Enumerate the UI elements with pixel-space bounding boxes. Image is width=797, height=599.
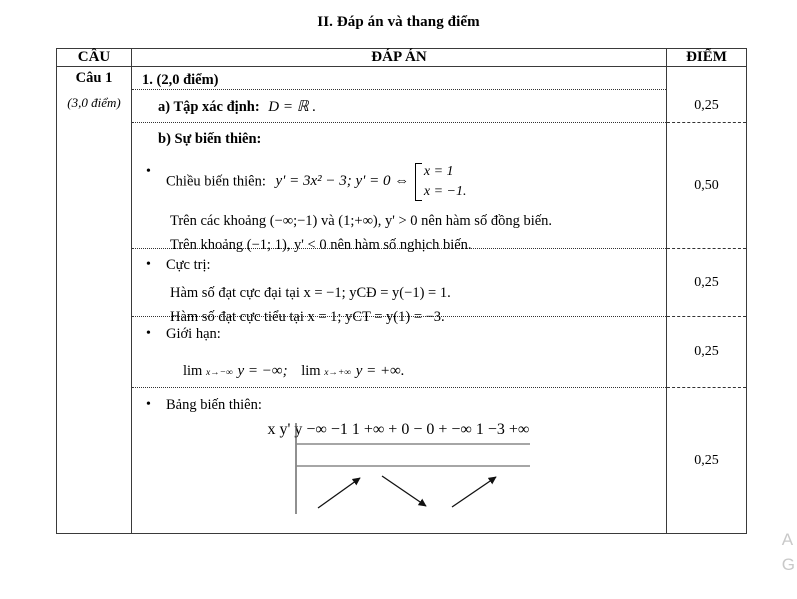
part-heading-row — [132, 67, 666, 90]
question-name: Câu 1 — [75, 70, 113, 86]
line-cuc-tieu: Hàm số đạt cực tiểu tại x = 1; yCT = y(1) = −3. — [170, 308, 445, 325]
heading-su-bien-thien: b) Sự biến thiên: — [158, 131, 262, 147]
variation-table-svg — [268, 421, 533, 516]
score-cuc-tri: 0,25 — [667, 249, 746, 317]
section-gioi-han — [132, 317, 666, 388]
label-gioi-han: Giới hạn: — [166, 326, 221, 342]
line-decreasing: Trên khoảng (−1; 1), y' < 0 nên hàm số nghịch biến. — [170, 237, 472, 254]
section-bang-bien-thien — [132, 388, 666, 533]
header-cau: CÂU — [57, 49, 132, 67]
bullet-cuc-tri — [142, 255, 658, 277]
score-bang-bien-thien: 0,25 — [694, 452, 719, 468]
table-row — [57, 67, 747, 534]
label-chieu-bien-thien: Chiều biến thiên: — [166, 173, 266, 190]
vt-y-value-0: −∞ — [451, 420, 472, 438]
vt-yprime-zero-1: 0 — [426, 420, 435, 438]
vt-x-value-2: 1 — [351, 420, 360, 438]
label-tap-xac-dinh: a) Tập xác định: — [158, 99, 260, 115]
formula-domain: D = ℝ . — [268, 99, 317, 115]
limit-right-op: lim — [301, 362, 321, 379]
watermark-line-2: G — [781, 554, 795, 574]
limit-right-value: y = +∞. — [355, 362, 405, 379]
watermark-line-1: A — [781, 530, 794, 549]
case-root-2: x = −1. — [423, 184, 467, 200]
vt-row-label-y: y — [294, 420, 303, 438]
cases-bracket — [415, 162, 467, 203]
label-bang-bien-thien: Bảng biến thiên: — [166, 397, 262, 413]
limit-left-sub: x→−∞ — [205, 367, 233, 378]
watermark — [782, 528, 795, 577]
vt-x-value-3: +∞ — [363, 420, 385, 438]
score-cell — [667, 67, 747, 534]
question-points: (3,0 điểm) — [67, 95, 121, 111]
limit-left-value: y = −∞; — [237, 362, 288, 379]
limit-left-op: lim — [183, 362, 203, 379]
vt-x-value-1: −1 — [330, 420, 348, 438]
score-gioi-han: 0,25 — [667, 317, 746, 388]
header-dapan: ĐÁP ÁN — [132, 49, 667, 67]
limit-right — [301, 361, 351, 383]
section-tap-xac-dinh — [132, 90, 666, 123]
vt-y-value-1: 1 — [475, 420, 484, 438]
bullet-bang-bien-thien — [142, 395, 658, 417]
label-cuc-tri: Cực trị: — [166, 257, 211, 273]
bullet-chieu-bien-thien — [142, 162, 658, 203]
line-limits — [142, 360, 658, 383]
score-su-bien-thien: 0,50 — [667, 123, 746, 249]
variation-table — [268, 421, 533, 516]
line-increasing: Trên các khoảng (−∞;−1) và (1;+∞), y' > 0 nên hàm số đồng biến. — [170, 213, 553, 230]
question-cell — [57, 67, 132, 534]
vt-row-label-yprime: y' — [279, 420, 291, 438]
vt-yprime-sign-2: + — [438, 420, 448, 438]
limit-right-sub: x→+∞ — [324, 367, 352, 378]
formula-derivative: y' = 3x² − 3; y' = 0 ⇔ — [275, 173, 410, 190]
case-root-1: x = 1 — [423, 163, 454, 179]
vt-row-label-x: x — [267, 420, 276, 438]
vt-x-value-0: −∞ — [306, 420, 327, 438]
score-spacer — [667, 67, 746, 90]
vt-y-value-3: +∞ — [508, 420, 530, 438]
limit-left — [183, 361, 233, 383]
bullet-gioi-han — [142, 324, 658, 346]
header-diem: ĐIỂM — [667, 49, 747, 67]
vt-yprime-sign-1: − — [413, 420, 423, 438]
table-header-row — [57, 49, 747, 67]
vt-yprime-zero-0: 0 — [401, 420, 410, 438]
vt-yprime-sign-0: + — [388, 420, 398, 438]
section-cuc-tri — [132, 249, 666, 325]
line-cuc-dai: Hàm số đạt cực đại tại x = −1; yCĐ = y(−1) = 1. — [170, 284, 451, 301]
page-title: II. Đáp án và thang điểm — [317, 14, 480, 30]
answer-content-cell — [132, 67, 667, 534]
section-su-bien-thien — [132, 123, 666, 254]
answer-key-table — [56, 48, 747, 534]
part-heading: 1. (2,0 điểm) — [142, 72, 219, 88]
vt-y-value-2: −3 — [487, 420, 505, 438]
score-tap-xac-dinh: 0,25 — [667, 90, 746, 123]
